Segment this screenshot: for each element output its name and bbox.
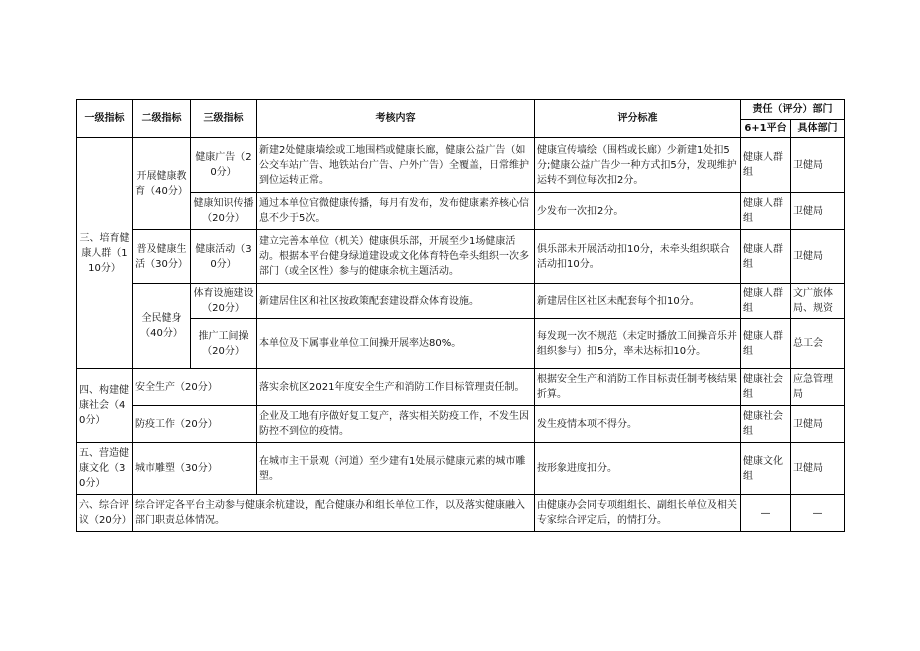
dept-cell: 卫健局 bbox=[791, 230, 845, 284]
level2-popularize-life: 普及健康生活（30分） bbox=[133, 230, 191, 284]
header-dept: 具体部门 bbox=[791, 120, 845, 138]
table-row bbox=[77, 193, 845, 230]
header-row bbox=[77, 100, 845, 120]
content-cell: 本单位及下属事业单位工间操开展率达80%。 bbox=[257, 319, 535, 369]
level3-cell: 健康广告（20分） bbox=[191, 138, 257, 193]
platform-cell: — bbox=[741, 495, 791, 532]
table-row bbox=[77, 230, 845, 284]
dept-cell: 卫健局 bbox=[791, 443, 845, 495]
standard-cell: 发生疫情本项不得分。 bbox=[535, 406, 741, 443]
level3-cell: 体育设施建设（20分） bbox=[191, 284, 257, 319]
group-cultivate-health: 三、培育健康人群（110分） bbox=[77, 138, 133, 369]
header-platform: 6+1平台 bbox=[741, 120, 791, 138]
table-row bbox=[77, 406, 845, 443]
level2-fitness: 全民健身（40分） bbox=[133, 284, 191, 369]
standard-cell: 俱乐部未开展活动扣10分，未牵头组织联合活动扣10分。 bbox=[535, 230, 741, 284]
level3-cell: 健康知识传播（20分） bbox=[191, 193, 257, 230]
content-cell: 通过本单位官微健康传播，每月有发布，发布健康素养核心信息不少于5次。 bbox=[257, 193, 535, 230]
dept-cell: — bbox=[791, 495, 845, 532]
platform-cell: 健康人群组 bbox=[741, 319, 791, 369]
standard-cell: 新建居住区社区未配套每个扣10分。 bbox=[535, 284, 741, 319]
content-cell: 落实余杭区2021年度安全生产和消防工作目标管理责任制。 bbox=[257, 369, 535, 406]
header-standard: 评分标准 bbox=[535, 100, 741, 138]
level2-epidemic: 防疫工作（20分） bbox=[133, 406, 257, 443]
platform-cell: 健康人群组 bbox=[741, 284, 791, 319]
standard-cell: 根据安全生产和消防工作目标责任制考核结果折算。 bbox=[535, 369, 741, 406]
standard-cell: 少发布一次扣2分。 bbox=[535, 193, 741, 230]
header-level2: 二级指标 bbox=[133, 100, 191, 138]
dept-cell: 卫健局 bbox=[791, 138, 845, 193]
group-overall-review: 六、综合评议（20分） bbox=[77, 495, 133, 532]
header-responsible: 责任（评分）部门 bbox=[741, 100, 845, 120]
dept-cell: 文广旅体局、规资 bbox=[791, 284, 845, 319]
content-cell: 在城市主干景观（河道）至少建有1处展示健康元素的城市雕塑。 bbox=[257, 443, 535, 495]
content-cell: 企业及工地有序做好复工复产，落实相关防疫工作，不发生因防控不到位的疫情。 bbox=[257, 406, 535, 443]
dept-cell: 总工会 bbox=[791, 319, 845, 369]
header-level1: 一级指标 bbox=[77, 100, 133, 138]
standard-cell: 由健康办会同专项组组长、副组长单位及相关专家综合评定后，的情打分。 bbox=[535, 495, 741, 532]
standard-cell: 按形象进度扣分。 bbox=[535, 443, 741, 495]
platform-cell: 健康文化组 bbox=[741, 443, 791, 495]
dept-cell: 卫健局 bbox=[791, 406, 845, 443]
table-row bbox=[77, 495, 845, 532]
evaluation-table bbox=[76, 99, 845, 532]
standard-cell: 每发现一次不规范（未定时播放工间操音乐并组织参与）扣5分，率未达标扣10分。 bbox=[535, 319, 741, 369]
group-build-society: 四、构建健康社会（40分） bbox=[77, 369, 133, 443]
table-row bbox=[77, 443, 845, 495]
header-content: 考核内容 bbox=[257, 100, 535, 138]
level2-safety: 安全生产（20分） bbox=[133, 369, 257, 406]
content-cell: 新建居住区和社区按政策配套建设群众体育设施。 bbox=[257, 284, 535, 319]
dept-cell: 卫健局 bbox=[791, 193, 845, 230]
standard-cell: 健康宣传墙绘（围档或长廊）少新建1处扣5分;健康公益广告少一种方式扣5分，发现维护运转不到位每次扣2分。 bbox=[535, 138, 741, 193]
group-build-culture: 五、营造健康文化（30分） bbox=[77, 443, 133, 495]
table-row bbox=[77, 138, 845, 193]
platform-cell: 健康社会组 bbox=[741, 369, 791, 406]
dept-cell: 应急管理局 bbox=[791, 369, 845, 406]
level2-health-education: 开展健康教育（40分） bbox=[133, 138, 191, 230]
header-level3: 三级指标 bbox=[191, 100, 257, 138]
content-cell: 综合评定各平台主动参与健康余杭建设，配合健康办和组长单位工作，以及落实健康融入部门职责总体情况。 bbox=[133, 495, 535, 532]
table-row bbox=[77, 319, 845, 369]
platform-cell: 健康人群组 bbox=[741, 230, 791, 284]
content-cell: 新建2处健康墙绘或工地围档或健康长廊，健康公益广告（如公交车站广告、地铁站台广告、户外广告）全覆盖，日常维护到位运转正常。 bbox=[257, 138, 535, 193]
platform-cell: 健康社会组 bbox=[741, 406, 791, 443]
table-row bbox=[77, 369, 845, 406]
level3-cell: 健康活动（30分） bbox=[191, 230, 257, 284]
platform-cell: 健康人群组 bbox=[741, 138, 791, 193]
content-cell: 建立完善本单位（机关）健康俱乐部，开展至少1场健康活动。根据本平台健身绿道建设或文化体育特色牵头组织一次多部门（或全区性）参与的健康余杭主题活动。 bbox=[257, 230, 535, 284]
table-row bbox=[77, 284, 845, 319]
platform-cell: 健康人群组 bbox=[741, 193, 791, 230]
level2-sculpture: 城市雕塑（30分） bbox=[133, 443, 257, 495]
level3-cell: 推广工间操（20分） bbox=[191, 319, 257, 369]
